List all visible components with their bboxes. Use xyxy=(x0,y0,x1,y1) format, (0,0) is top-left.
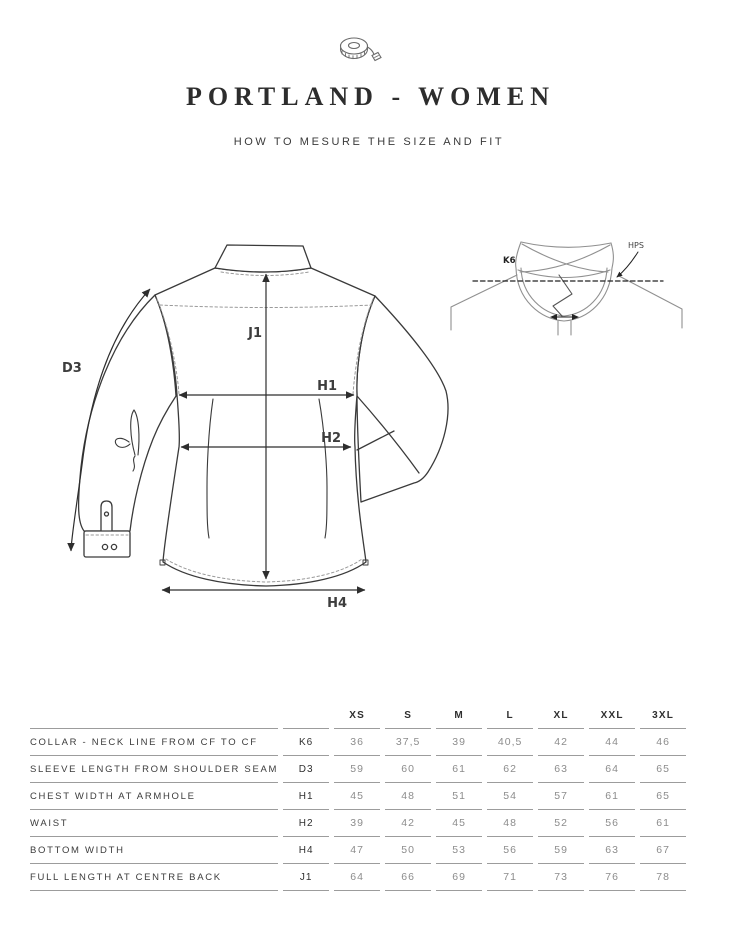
measurement-code: H4 xyxy=(283,837,329,864)
shirt-left-sleeve xyxy=(79,295,176,557)
size-value: 44 xyxy=(589,729,635,756)
size-value: 64 xyxy=(334,864,380,891)
size-value: 78 xyxy=(640,864,686,891)
shirt-back-diagram xyxy=(79,245,448,586)
size-value: 66 xyxy=(385,864,431,891)
size-column-header: XL xyxy=(538,702,584,729)
size-value: 40,5 xyxy=(487,729,533,756)
size-value: 54 xyxy=(487,783,533,810)
size-header-row xyxy=(30,702,686,729)
size-value: 63 xyxy=(538,756,584,783)
size-value: 45 xyxy=(436,810,482,837)
size-value: 62 xyxy=(487,756,533,783)
size-value: 67 xyxy=(640,837,686,864)
size-value: 48 xyxy=(487,810,533,837)
collar-top-edge xyxy=(521,242,611,247)
front-placket-lines xyxy=(558,321,571,335)
size-value: 42 xyxy=(538,729,584,756)
measurement-label-h2: H2 xyxy=(321,431,341,446)
hps-pointer-arrow xyxy=(617,252,638,277)
size-value: 46 xyxy=(640,729,686,756)
collar-left-shoulder xyxy=(451,275,517,330)
size-value: 65 xyxy=(640,756,686,783)
size-column-header: M xyxy=(436,702,482,729)
size-value: 56 xyxy=(487,837,533,864)
size-value: 61 xyxy=(589,783,635,810)
size-value: 42 xyxy=(385,810,431,837)
measurement-row-label: FULL LENGTH AT CENTRE BACK xyxy=(30,864,278,891)
measurement-code: H2 xyxy=(283,810,329,837)
size-table xyxy=(25,702,691,891)
measurement-row-label: SLEEVE LENGTH FROM SHOULDER SEAM xyxy=(30,756,278,783)
measurement-label-j1: J1 xyxy=(248,326,262,341)
code-column-header xyxy=(283,702,329,729)
size-value: 47 xyxy=(334,837,380,864)
measurement-label-h1: H1 xyxy=(317,379,337,394)
collar-detail-diagram xyxy=(451,242,682,335)
tape-strip xyxy=(368,47,375,55)
tape-measure-icon xyxy=(335,32,383,68)
measurement-row-label: BOTTOM WIDTH xyxy=(30,837,278,864)
size-column-header: S xyxy=(385,702,431,729)
size-value: 63 xyxy=(589,837,635,864)
size-value: 39 xyxy=(436,729,482,756)
size-value: 60 xyxy=(385,756,431,783)
measurement-code: K6 xyxy=(283,729,329,756)
size-value: 73 xyxy=(538,864,584,891)
shirt-collar xyxy=(215,245,311,272)
size-value: 39 xyxy=(334,810,380,837)
size-value: 50 xyxy=(385,837,431,864)
measurement-label-h4: H4 xyxy=(327,596,347,611)
collar-label-hps: HPS xyxy=(628,241,644,250)
collar-right-shoulder xyxy=(619,276,682,328)
size-column-header: 3XL xyxy=(640,702,686,729)
collar-label-k6: K6 xyxy=(503,256,516,266)
size-value: 52 xyxy=(538,810,584,837)
table-row xyxy=(30,729,686,756)
measurement-row-label: COLLAR - NECK LINE FROM CF TO CF xyxy=(30,729,278,756)
table-row xyxy=(30,756,686,783)
table-row xyxy=(30,864,686,891)
table-row xyxy=(30,837,686,864)
size-value: 59 xyxy=(538,837,584,864)
size-value: 71 xyxy=(487,864,533,891)
measurement-code: J1 xyxy=(283,864,329,891)
measurement-label-d3: D3 xyxy=(62,361,82,376)
page-subtitle: HOW TO MESURE THE SIZE AND FIT xyxy=(233,136,505,148)
size-value: 65 xyxy=(640,783,686,810)
size-value: 48 xyxy=(385,783,431,810)
size-value: 51 xyxy=(436,783,482,810)
shirt-right-sleeve xyxy=(357,296,448,502)
size-value: 61 xyxy=(436,756,482,783)
size-value: 64 xyxy=(589,756,635,783)
size-column-header: XS xyxy=(334,702,380,729)
page-title: PORTLAND - WOMEN xyxy=(185,82,556,111)
size-value: 61 xyxy=(640,810,686,837)
size-value: 36 xyxy=(334,729,380,756)
size-value: 56 xyxy=(589,810,635,837)
measurement-code: D3 xyxy=(283,756,329,783)
size-value: 76 xyxy=(589,864,635,891)
size-column-header: L xyxy=(487,702,533,729)
shirt-body xyxy=(155,268,375,586)
size-value: 53 xyxy=(436,837,482,864)
size-value: 45 xyxy=(334,783,380,810)
size-table-header xyxy=(30,702,686,729)
measurement-code: H1 xyxy=(283,783,329,810)
size-value: 37,5 xyxy=(385,729,431,756)
measurement-diagram xyxy=(0,215,735,655)
collar-outer-curve xyxy=(516,268,612,321)
measurement-row-label: CHEST WIDTH AT ARMHOLE xyxy=(30,783,278,810)
tape-hole xyxy=(349,43,360,49)
size-value: 69 xyxy=(436,864,482,891)
table-row xyxy=(30,810,686,837)
measurement-row-label: WAIST xyxy=(30,810,278,837)
size-table-corner-cell xyxy=(30,702,278,729)
size-value: 59 xyxy=(334,756,380,783)
size-value: 57 xyxy=(538,783,584,810)
size-column-header: XXL xyxy=(589,702,635,729)
table-row xyxy=(30,783,686,810)
